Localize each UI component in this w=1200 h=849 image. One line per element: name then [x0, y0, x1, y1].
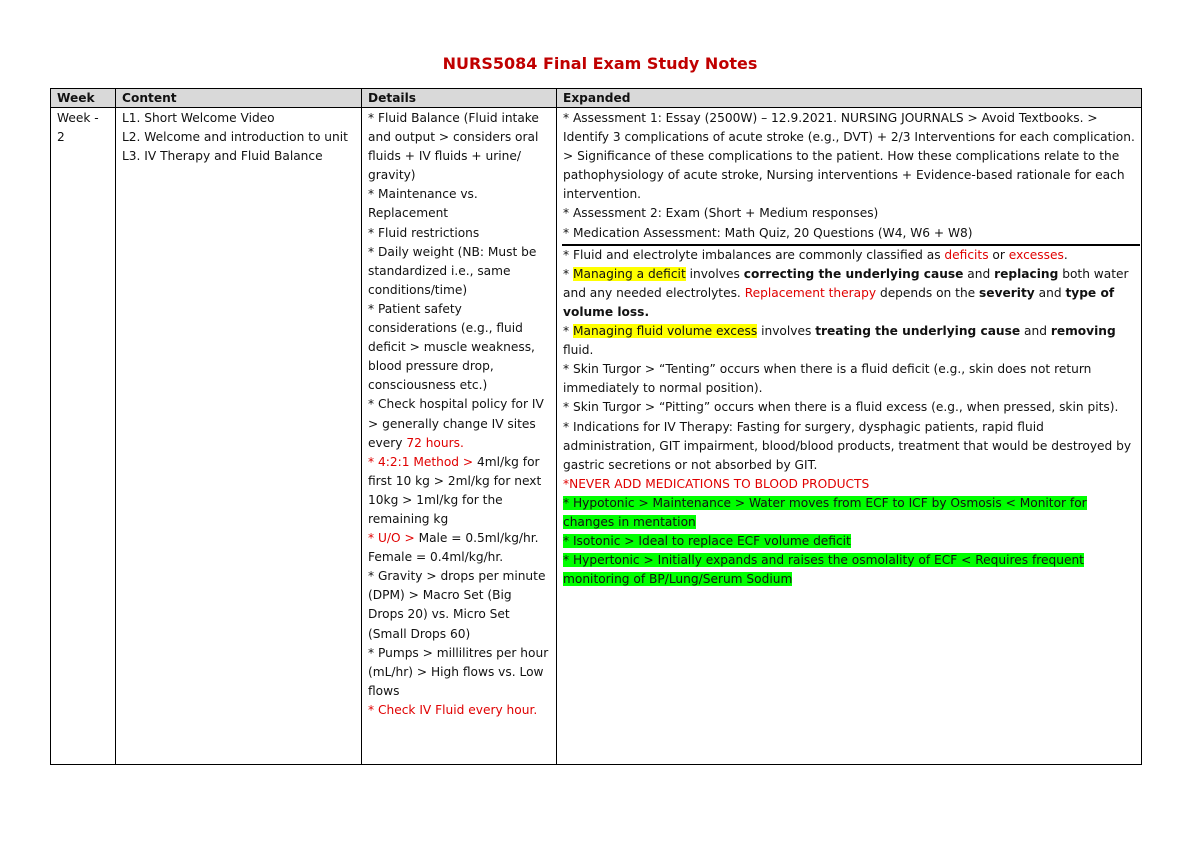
expanded-text: fluid. — [563, 343, 594, 358]
expanded-red-text: deficits — [944, 247, 989, 262]
study-notes-table — [50, 88, 1142, 765]
page-title: NURS5084 Final Exam Study Notes — [442, 54, 758, 73]
expanded-item — [563, 494, 1136, 532]
highlighted-text: Managing a deficit — [572, 266, 686, 281]
expanded-item: * Skin Turgor > “Pitting” occurs when there is a fluid excess (e.g., when pressed, skin pits). — [563, 400, 1119, 415]
expanded-text: depends on the — [876, 285, 980, 300]
header-week: Week — [51, 89, 116, 108]
content-item: L3. IV Therapy and Fluid Balance — [122, 149, 323, 164]
header-details: Details — [362, 89, 557, 108]
detail-red-text: * U/O > — [368, 531, 419, 546]
detail-red-text: 72 hours. — [406, 435, 464, 450]
expanded-item — [563, 246, 1136, 265]
bold-text: correcting the underlying cause — [743, 266, 964, 281]
expanded-text: both water and any needed electrolytes. — [563, 266, 1129, 300]
expanded-text: and — [1020, 324, 1051, 339]
bold-text: replacing — [994, 266, 1059, 281]
expanded-text: . — [1063, 247, 1068, 262]
week-cell: Week - 2 — [51, 108, 116, 765]
detail-item: * Check IV Fluid every hour. — [368, 702, 538, 717]
expanded-item — [563, 322, 1136, 360]
expanded-text: or — [988, 247, 1009, 262]
expanded-item — [563, 265, 1136, 322]
expanded-item: * Skin Turgor > “Tenting” occurs when there is a fluid deficit (e.g., skin does not return immediately to normal position). — [563, 362, 1092, 396]
header-content: Content — [116, 89, 362, 108]
detail-text: * Check hospital policy for IV > generally change IV sites every — [368, 397, 544, 450]
highlighted-text: Managing fluid volume excess — [572, 324, 758, 339]
green-highlighted-text: * Hypotonic > Maintenance > Water moves from ECF to ICF by Osmosis < Monitor for changes in mentation — [563, 495, 1087, 529]
expanded-text: involves — [757, 324, 816, 339]
table-row — [51, 108, 1142, 765]
detail-item: * Pumps > millilitres per hour (mL/hr) > High flows vs. Low flows — [368, 645, 549, 698]
bold-text: removing — [1050, 324, 1116, 339]
assessment-item: * Assessment 2: Exam (Short + Medium responses) — [563, 206, 879, 221]
expanded-item — [563, 532, 1136, 551]
bold-text: severity — [979, 285, 1035, 300]
expanded-red-text: Replacement therapy — [744, 285, 877, 300]
detail-red-text: * 4:2:1 Method > — [368, 454, 477, 469]
expanded-text: * — [563, 324, 573, 339]
expanded-text: and — [963, 266, 995, 281]
expanded-text: involves — [685, 266, 744, 281]
assessment-item: * Medication Assessment: Math Quiz, 20 Questions (W4, W6 + W8) — [563, 225, 973, 240]
expanded-item: * Indications for IV Therapy: Fasting for surgery, dysphagic patients, rapid fluid administration, GIT impairment, blood/blood products, treatment that would be destroyed by gastric secretions or not absorbed by GIT. — [563, 419, 1132, 472]
green-highlighted-text: * Isotonic > Ideal to replace ECF volume deficit — [563, 534, 851, 549]
detail-item: * Patient safety considerations (e.g., fluid deficit > muscle weakness, blood pressure drop, consciousness etc.) — [368, 301, 535, 393]
detail-text: Male = 0.5ml/kg/hr. Female = 0.4ml/kg/hr. — [368, 531, 539, 565]
expanded-warning: *NEVER ADD MEDICATIONS TO BLOOD PRODUCTS — [563, 476, 870, 491]
green-highlighted-text: * Hypertonic > Initially expands and raises the osmolality of ECF < Requires frequent monitoring of BP/Lung/Serum Sodium — [563, 553, 1084, 587]
details-cell — [362, 108, 557, 765]
detail-text: 4ml/kg for first 10 kg > 2ml/kg for next 10kg > 1ml/kg for the remaining kg — [368, 454, 542, 526]
header-expanded: Expanded — [557, 89, 1142, 108]
detail-item: * Gravity > drops per minute (DPM) > Macro Set (Big Drops 20) vs. Micro Set (Small Drops 60) — [368, 569, 546, 641]
expanded-text: and — [1034, 285, 1066, 300]
content-item: L1. Short Welcome Video — [122, 111, 275, 125]
bold-text: treating the underlying cause — [815, 324, 1021, 339]
content-item: L2. Welcome and introduction to unit — [122, 130, 348, 145]
detail-item — [368, 395, 551, 452]
detail-item — [368, 453, 551, 529]
table-header-row — [51, 89, 1142, 108]
assessment-item: * Assessment 1: Essay (2500W) – 12.9.2021. NURSING JOURNALS > Avoid Textbooks. > Identify 3 complications of acute stroke (e.g., DVT) + 2/3 Interventions for each complication. > Significance of these complications to the patient. How these complications relate to the pathophysiology of acute stroke, Nursing interventions + Evidence-based rationale for each intervention. — [563, 111, 1135, 202]
expanded-item — [563, 551, 1136, 589]
detail-item: * Daily weight (NB: Must be standardized i.e., same conditions/time) — [368, 244, 537, 297]
expanded-text: * Fluid and electrolyte imbalances are commonly classified as — [563, 247, 945, 262]
detail-item: * Fluid restrictions — [368, 225, 480, 240]
content-cell — [116, 108, 362, 765]
bold-text: type of volume loss. — [563, 285, 1115, 319]
expanded-red-text: excesses — [1008, 247, 1064, 262]
expanded-text: * — [563, 266, 573, 281]
detail-item: * Maintenance vs. Replacement — [368, 187, 478, 221]
detail-item — [368, 529, 551, 567]
expanded-cell — [557, 108, 1142, 765]
detail-item: * Fluid Balance (Fluid intake and output > considers oral fluids + IV fluids + urine/ gravity) — [368, 111, 539, 183]
